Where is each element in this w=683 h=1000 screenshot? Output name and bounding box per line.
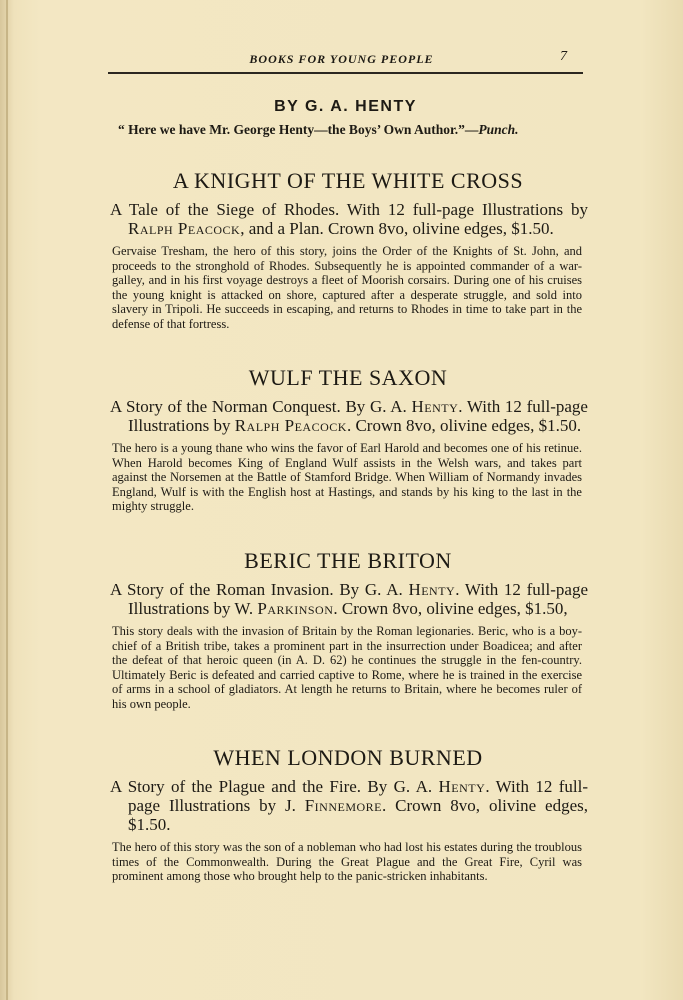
info-text: . Crown 8vo, olivine edges, $1.50. — [346, 416, 582, 435]
book-entry — [108, 168, 588, 332]
book-info — [110, 397, 588, 435]
info-text: . Crown 8vo, olivine edges, $1.50. — [128, 796, 589, 834]
quote-source: Punch. — [478, 122, 519, 137]
book-title: WULF THE SAXON — [248, 365, 448, 390]
page-number: 7 — [560, 49, 567, 64]
book-entry — [108, 745, 588, 884]
author-quote — [118, 122, 588, 138]
page-gutter — [6, 0, 8, 1000]
info-text: A Story of the Norman Conquest. By G. A. — [110, 397, 412, 416]
book-info — [110, 580, 588, 618]
book-info — [110, 200, 588, 238]
book-entry — [108, 548, 588, 712]
book-entry — [108, 365, 588, 514]
book-description: Gervaise Tresham, the hero of this story, joins the Order of the Knights of St. John, and proceeds to the stronghold of Rhodes. Subsequently he is appointed commander of a war-galley, and in his first voyage destroys a fleet of Moorish corsairs. During one of his cruises the young knight is attacked on shore, captured after a desperate struggle, and sold into slavery in Tripoli. He succeeds in escaping, and returns to Rhodes in time to take part in the defense of that fortress. — [112, 244, 582, 331]
info-text: A Tale of the Siege of Rhodes. With 12 full-page Illustrations by — [110, 200, 588, 219]
quote-text: “ Here we have Mr. George Henty—the Boys’ Own Author.”— — [118, 122, 479, 137]
info-text: A Story of the Plague and the Fire. By G. A. — [110, 777, 439, 796]
book-info — [110, 777, 588, 834]
info-text: . Crown 8vo, olivine edges, $1.50, — [333, 599, 568, 618]
info-text: . With 12 full-page Illustrations by J. — [128, 777, 588, 815]
illustrator-name: Ralph Peacock — [128, 219, 241, 238]
book-description: The hero is a young thane who wins the favor of Earl Harold and becomes one of his retinue. When Harold becomes King of England Wulf assists in the Welsh wars, and takes part against the Norsemen at the Battle of Stamford Bridge. When William of Normandy invades England, Wulf is with the English host at Hastings, and stands by his king to the last in the mighty struggle. — [112, 441, 582, 514]
info-text: , and a Plan. Crown 8vo, olivine edges, $1.50. — [240, 219, 554, 238]
info-text: A Story of the Roman Invasion. By G. A. — [110, 580, 409, 599]
author-name: Henty — [408, 580, 456, 599]
book-description: The hero of this story was the son of a nobleman who had lost his estates during the troublous times of the Commonwealth. During the Great Plague and the Great Fire, Cyril was prominent among those who brought help to the panic-stricken inhabitants. — [112, 840, 582, 884]
illustrator-name: Finnemore — [304, 796, 383, 815]
author-byline: BY G. A. HENTY — [274, 98, 417, 115]
author-name: Henty — [411, 397, 459, 416]
running-head: BOOKS FOR YOUNG PEOPLE — [249, 52, 434, 66]
book-title: WHEN LONDON BURNED — [213, 745, 483, 770]
info-text: . With 12 full-page Illustrations by — [128, 397, 588, 435]
author-name: Henty — [438, 777, 486, 796]
header-rule — [108, 72, 583, 74]
book-description: This story deals with the invasion of Britain by the Roman legionaries. Beric, who is a boy-chief of a British tribe, takes a prominent part in the insurrection under Boadicea; and after the defeat of that heroic queen (in A. D. 62) he continues the struggle in the fen-country. Ultimately Beric is defeated and carried captive to Rome, where he is trained in the exercise of arms in a school of gladiators. At length he returns to Britain, where he becomes ruler of his own people. — [112, 624, 582, 711]
book-title: A KNIGHT OF THE WHITE CROSS — [172, 168, 524, 193]
illustrator-name: Parkinson — [257, 599, 334, 618]
book-title: BERIC THE BRITON — [244, 548, 452, 573]
info-text: . With 12 full-page Illustrations by W. — [128, 580, 588, 618]
illustrator-name: Ralph Peacock — [234, 416, 347, 435]
